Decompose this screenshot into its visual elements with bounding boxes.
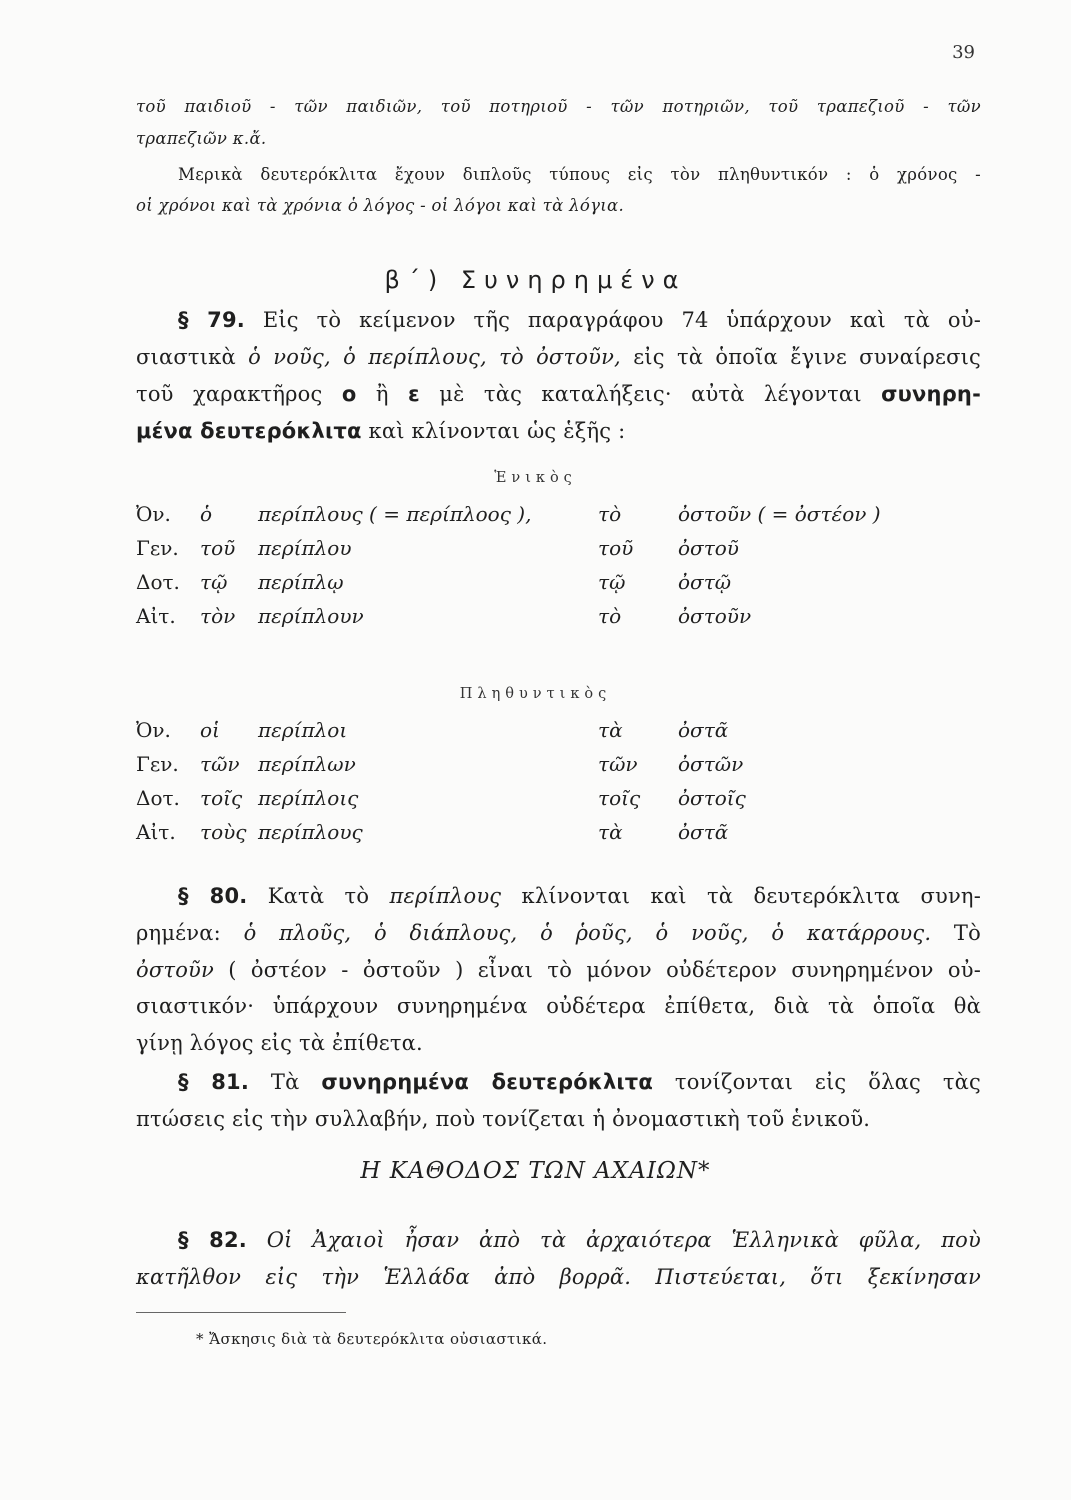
word-form: ὀστοῦν ( = ὀστέον ) <box>678 502 881 526</box>
text-span: μὲ τὰς καταλήξεις· αὐτὰ λέγονται <box>419 382 882 406</box>
case-label: Ὀν. <box>136 502 171 526</box>
text-span: ὁ πλοῦς, ὁ διάπλους, ὁ ῥοῦς, ὁ νοῦς, ὁ κατάρρους. <box>243 921 932 945</box>
paragraph-79-line <box>178 308 981 332</box>
table-row <box>136 752 746 786</box>
table-row <box>136 570 881 604</box>
word-form: ὀστοῦ <box>678 536 739 560</box>
text-span: μένα δευτερόκλιτα <box>136 419 362 443</box>
singular-label: Ἑνικὸς <box>494 470 577 486</box>
text-span: Εἰς τὸ κείμενον τῆς παραγράφου 74 ὑπάρχουν καὶ τὰ οὐ- <box>262 308 981 332</box>
text-span: περίπλους <box>389 884 502 908</box>
text-span: Τὰ <box>270 1070 322 1094</box>
text-span: κλίνονται καὶ τὰ δευτερόκλιτα συνη- <box>501 884 981 908</box>
text-span: τοῦ χαρακτῆρος <box>136 382 342 406</box>
footnote: * Ἄσκησις διὰ τὰ δευτερόκλιτα οὐσιαστικά. <box>196 1330 548 1348</box>
article: τοῦ <box>598 536 634 560</box>
page-number: 39 <box>952 42 975 63</box>
table-row <box>136 820 746 854</box>
paragraph-number: § 82. <box>178 1228 247 1252</box>
text-span: Κατὰ τὸ <box>267 884 390 908</box>
article: τοῖς <box>200 786 243 810</box>
text-span: συνηρημένα δευτερόκλιτα <box>321 1070 654 1094</box>
article: τῷ <box>598 570 626 594</box>
plural-table <box>136 718 746 854</box>
article: τὸ <box>598 502 622 526</box>
text-span: Οἱ Ἀχαιοὶ ἦσαν ἀπὸ τὰ ἀρχαιότερα Ἑλληνικὰ φῦλα, ποὺ <box>266 1228 981 1252</box>
paragraph-81-line: πτώσεις εἰς τὴν συλλαβήν, ποὺ τονίζεται ἡ ὀνομαστικὴ τοῦ ἑνικοῦ. <box>136 1107 871 1131</box>
article: τῶν <box>598 752 638 776</box>
text-line: Μερικὰ δευτερόκλιτα ἔχουν διπλοῦς τύπους εἰς τὸν πληθυντικόν : ὁ χρόνος - <box>178 165 981 184</box>
text-line: τοῦ παιδιοῦ - τῶν παιδιῶν, τοῦ ποτηριοῦ - τῶν ποτηριῶν, τοῦ τραπεζιοῦ - τῶν <box>136 97 981 116</box>
text-span: ο <box>341 382 357 406</box>
paragraph-80-line: γίνῃ λόγος εἰς τὰ ἐπίθετα. <box>136 1031 423 1055</box>
word-form: περίπλους ( = περίπλοος ), <box>258 502 532 526</box>
paragraph-81-line <box>178 1070 981 1094</box>
case-label: Γεν. <box>136 752 179 776</box>
text-span: τονίζονται εἰς ὅλας τὰς <box>653 1070 981 1094</box>
paragraph-number: § 81. <box>178 1070 250 1094</box>
paragraph-80-line: σιαστικόν· ὑπάρχουν συνηρημένα οὐδέτερα ἐπίθετα, διὰ τὰ ὁποῖα θὰ <box>136 994 981 1018</box>
case-label: Δοτ. <box>136 570 180 594</box>
word-form: περίπλοις <box>258 786 359 810</box>
text-span: ἢ <box>356 382 408 406</box>
paragraph-80-line <box>136 921 981 945</box>
case-label: Αἰτ. <box>136 820 176 844</box>
text-span: Τὸ <box>931 921 981 945</box>
paragraph-82-line <box>178 1228 981 1252</box>
table-row <box>136 604 881 638</box>
word-form: ὀστοῖς <box>678 786 746 810</box>
table-row <box>136 786 746 820</box>
table-row <box>136 502 881 536</box>
footnote-rule <box>136 1312 346 1313</box>
case-label: Γεν. <box>136 536 179 560</box>
article: τοῖς <box>598 786 641 810</box>
word-form: περίπλους <box>258 820 363 844</box>
paragraph-79-line <box>136 382 981 406</box>
article: ὁ <box>200 502 213 526</box>
table-row <box>136 718 746 752</box>
case-label: Αἰτ. <box>136 604 176 628</box>
paragraph-79-line <box>136 345 981 369</box>
text-line: οἱ χρόνοι καὶ τὰ χρόνια ὁ λόγος - οἱ λόγοι καὶ τὰ λόγια. <box>136 196 624 215</box>
article: τοῦ <box>200 536 236 560</box>
paragraph-number: § 80. <box>178 884 248 908</box>
article: οἱ <box>200 718 220 742</box>
word-form: περίπλοι <box>258 718 348 742</box>
word-form: περίπλῳ <box>258 570 344 594</box>
plural-label: Πληθυντικὸς <box>459 686 612 702</box>
word-form: περίπλου <box>258 536 352 560</box>
article: τὸν <box>200 604 236 628</box>
text-line: τραπεζιῶν κ.ἄ. <box>136 129 267 148</box>
table-row <box>136 536 881 570</box>
case-label: Ὀν. <box>136 718 171 742</box>
text-span: καὶ κλίνονται ὡς ἑξῆς : <box>361 419 626 443</box>
word-form: ὀστᾶ <box>678 718 729 742</box>
paragraph-79-line <box>136 419 981 443</box>
text-span: ( ὀστέον - ὀστοῦν ) εἶναι τὸ μόνον οὐδέτερον συνηρημένον οὐ- <box>213 958 981 982</box>
word-form: ὀστῶν <box>678 752 744 776</box>
text-span: σιαστικὰ <box>136 345 249 369</box>
text-span: εἰς τὰ ὁποῖα ἔγινε συναίρεσις <box>620 345 982 369</box>
word-form: ὀστοῦν <box>678 604 752 628</box>
word-form: ὀστᾶ <box>678 820 729 844</box>
article: τὰ <box>598 718 623 742</box>
section-title: Η ΚΑΘΟΔΟΣ ΤΩΝ ΑΧΑΙΩΝ* <box>360 1158 711 1184</box>
article: τοὺς <box>200 820 247 844</box>
text-span: ὁ νοῦς, ὁ περίπλους, τὸ ὀστοῦν, <box>248 345 621 369</box>
paragraph-80-line <box>136 958 981 982</box>
singular-table <box>136 502 881 638</box>
text-span: ε <box>407 382 420 406</box>
section-heading: β΄) Συνηρημένα <box>384 266 687 294</box>
text-span: ρημένα: <box>136 921 244 945</box>
case-label: Δοτ. <box>136 786 180 810</box>
paragraph-82-line: κατῆλθον εἰς τὴν Ἑλλάδα ἀπὸ βορρᾶ. Πιστεύεται, ὅτι ξεκίνησαν <box>136 1265 981 1289</box>
word-form: ὀστῷ <box>678 570 732 594</box>
text-span: συνηρη- <box>881 382 981 406</box>
article: τὸ <box>598 604 622 628</box>
word-form: περίπλουν <box>258 604 364 628</box>
text-span: ὀστοῦν <box>136 958 214 982</box>
article: τῶν <box>200 752 240 776</box>
article: τῷ <box>200 570 228 594</box>
article: τὰ <box>598 820 623 844</box>
word-form: περίπλων <box>258 752 356 776</box>
paragraph-number: § 79. <box>178 308 245 332</box>
paragraph-80-line <box>178 884 981 908</box>
